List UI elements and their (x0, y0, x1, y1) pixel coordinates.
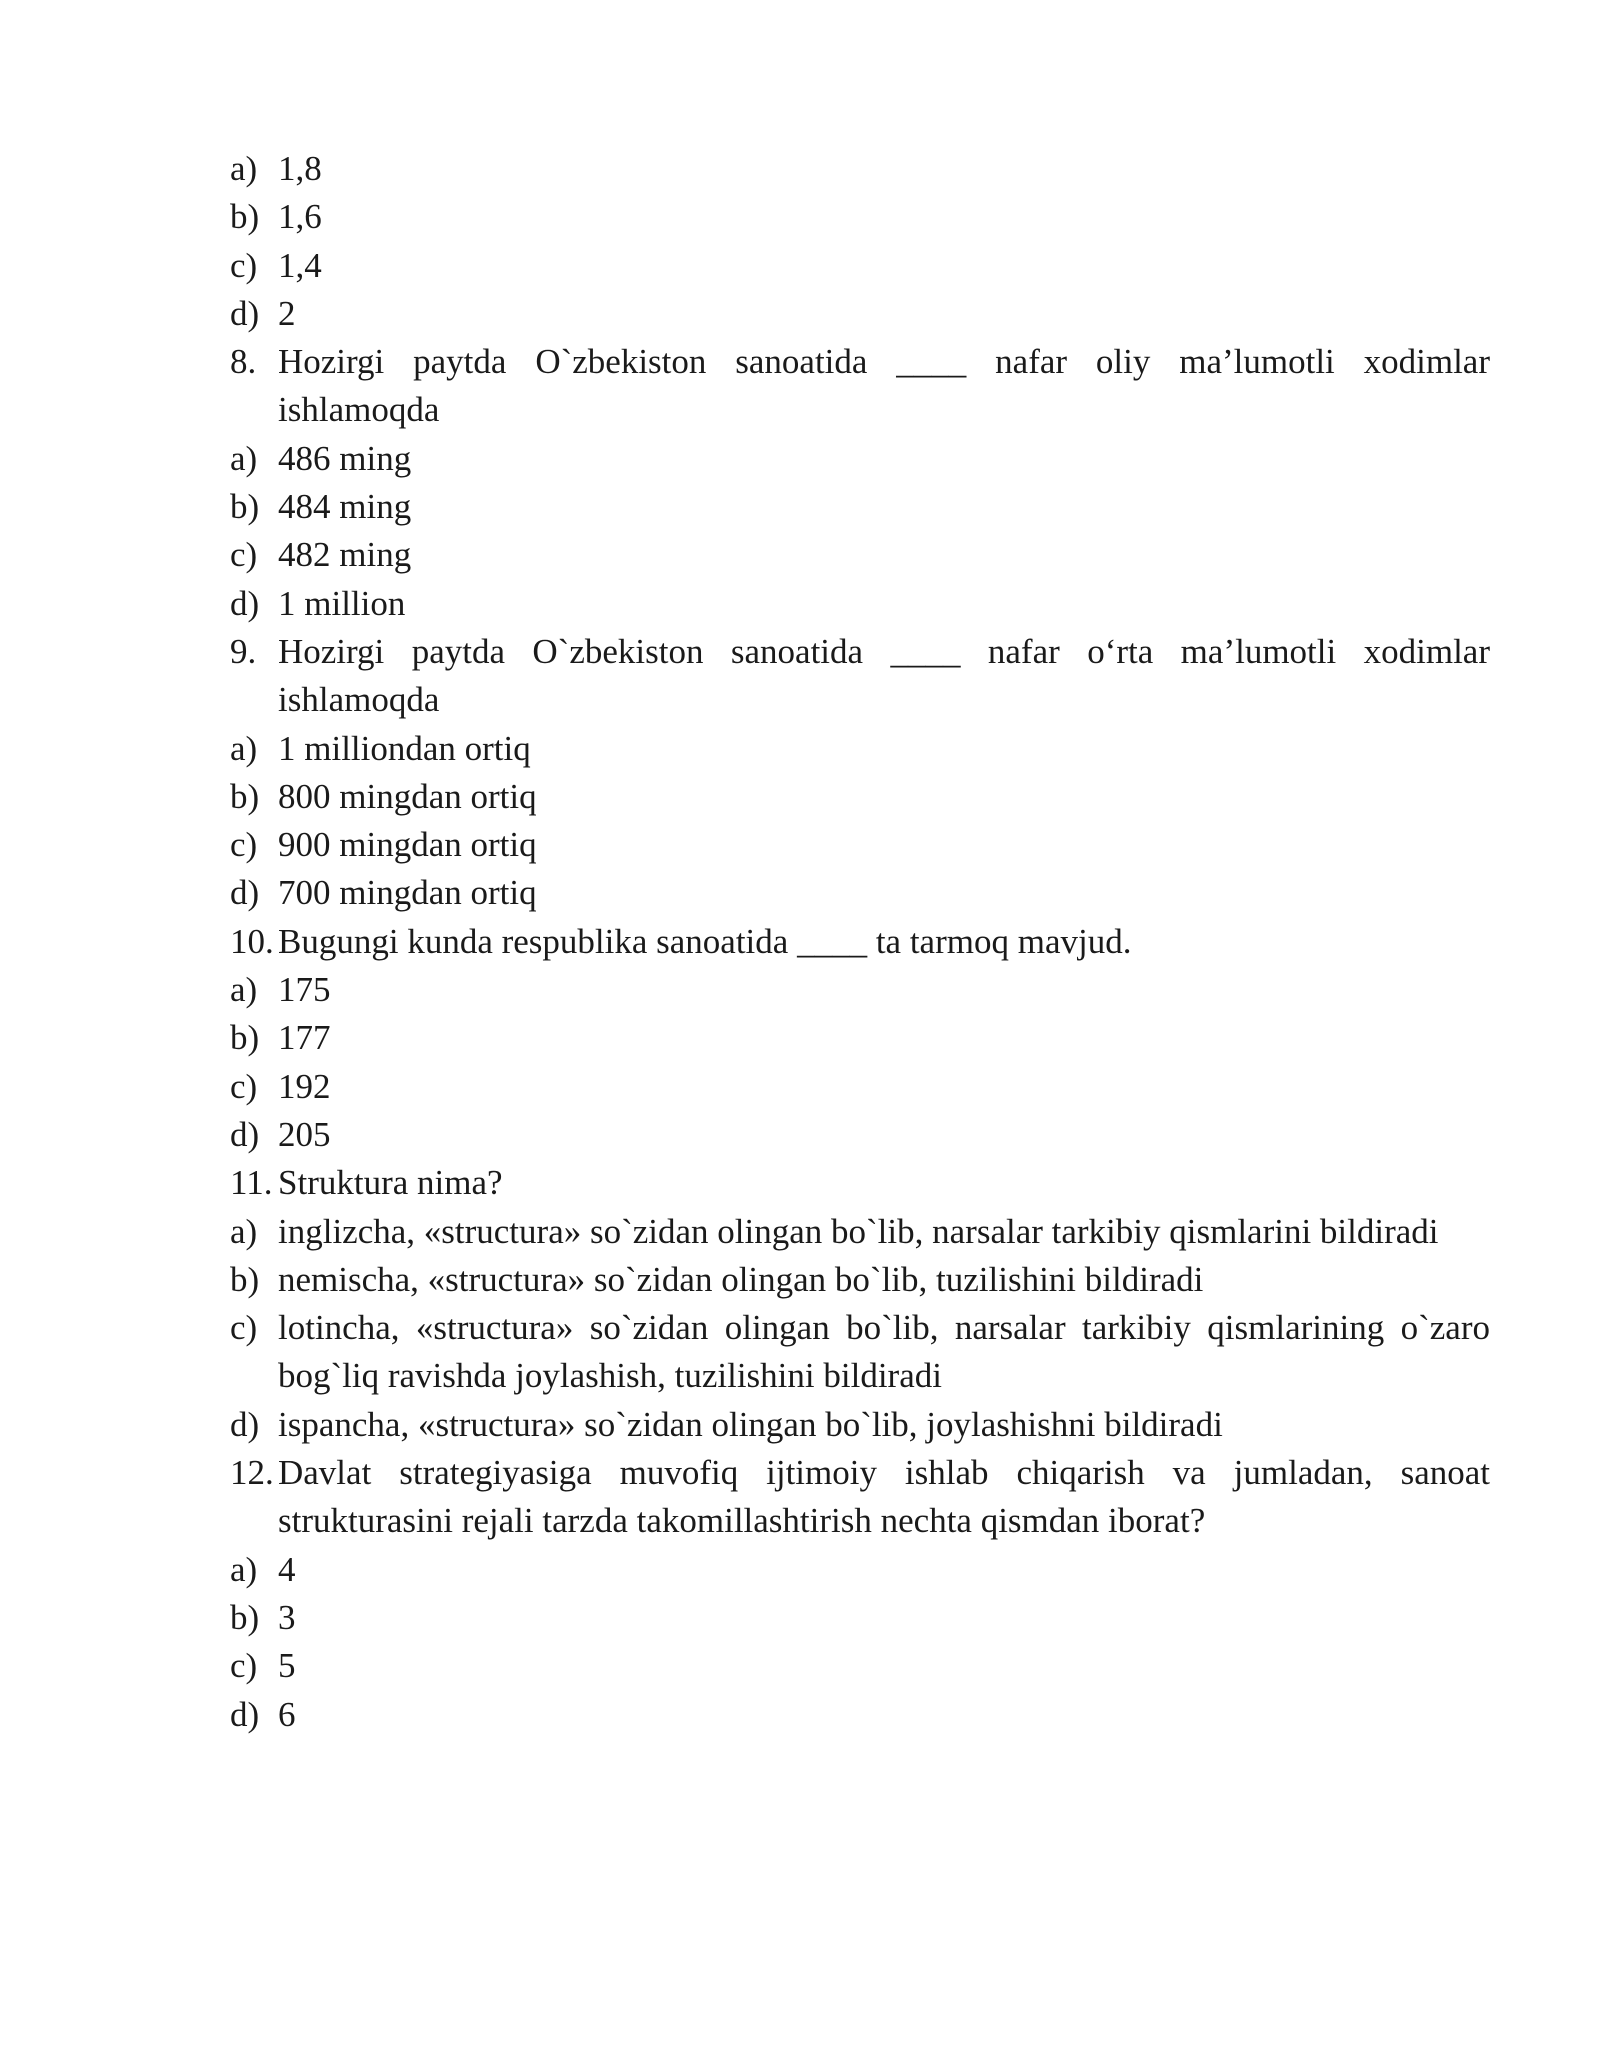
question-10 (230, 918, 1490, 966)
option-marker: a) (230, 728, 258, 768)
option-text: lotincha, «structura» so`zidan olingan bo`lib, narsalar tarkibiy qismlarining o`zaro bog`liq ravishda joylashish, tuzilishini bildiradi (278, 1308, 1490, 1396)
option-text: 1 million (278, 583, 406, 623)
option-marker: c) (230, 1066, 258, 1106)
option-text: nemischa, «structura» so`zidan olingan bo`lib, tuzilishini bildiradi (278, 1259, 1204, 1299)
option-marker: c) (230, 1646, 258, 1686)
test-content (230, 145, 1490, 1739)
question-number: 9. (230, 631, 257, 671)
question-11 (230, 1159, 1490, 1207)
option-marker: b) (230, 487, 260, 527)
option-marker: a) (230, 1211, 258, 1251)
answer-option (230, 483, 1490, 531)
answer-option (230, 580, 1490, 628)
answer-option (230, 1014, 1490, 1062)
option-text: 486 ming (278, 438, 412, 478)
option-text: 3 (278, 1597, 296, 1637)
question-text: Struktura nima? (278, 1163, 503, 1203)
question-number: 8. (230, 342, 257, 382)
question-number: 11. (230, 1163, 273, 1203)
answer-option (230, 1208, 1490, 1256)
option-text: 482 ming (278, 535, 412, 575)
answer-option (230, 869, 1490, 917)
option-text: 4 (278, 1549, 296, 1589)
question-text: Hozirgi paytda O`zbekiston sanoatida ____ nafar o‘rta ma’lumotli xodimlar ishlamoqda (278, 631, 1490, 720)
option-text: 177 (278, 1018, 331, 1058)
option-marker: c) (230, 1308, 258, 1348)
question-9 (230, 628, 1490, 725)
option-text: 900 mingdan ortiq (278, 825, 537, 865)
option-marker: d) (230, 1404, 260, 1444)
option-marker: a) (230, 970, 258, 1010)
option-text: 1,6 (278, 197, 322, 237)
option-marker: d) (230, 293, 260, 333)
option-marker: d) (230, 1114, 260, 1154)
option-text: 205 (278, 1114, 331, 1154)
answer-option (230, 531, 1490, 579)
option-text: ispancha, «structura» so`zidan olingan bo`lib, joylashishni bildiradi (278, 1404, 1223, 1444)
option-marker: a) (230, 149, 258, 188)
answer-option (230, 966, 1490, 1014)
option-text: inglizcha, «structura» so`zidan olingan bo`lib, narsalar tarkibiy qismlarini bildiradi (278, 1211, 1439, 1251)
option-text: 192 (278, 1066, 331, 1106)
answer-option (230, 1594, 1490, 1642)
option-marker: b) (230, 1018, 260, 1058)
answer-option (230, 193, 1490, 241)
question-text: Bugungi kunda respublika sanoatida ____ ta tarmoq mavjud. (278, 921, 1132, 961)
answer-option (230, 1111, 1490, 1159)
option-marker: a) (230, 438, 258, 478)
option-marker: c) (230, 825, 258, 865)
question-12 (230, 1449, 1490, 1546)
option-marker: b) (230, 1259, 260, 1299)
option-text: 175 (278, 970, 331, 1010)
answer-option (230, 1642, 1490, 1690)
option-text: 1,4 (278, 245, 322, 285)
option-text: 6 (278, 1694, 296, 1734)
answer-option (230, 1546, 1490, 1594)
answer-option (230, 1304, 1490, 1401)
answer-option (230, 435, 1490, 483)
question-number: 10. (230, 921, 274, 961)
answer-option (230, 1401, 1490, 1449)
answer-option (230, 1063, 1490, 1111)
option-marker: d) (230, 583, 260, 623)
option-marker: b) (230, 197, 260, 237)
option-text: 800 mingdan ortiq (278, 776, 537, 816)
option-text: 1 milliondan ortiq (278, 728, 531, 768)
option-marker: d) (230, 873, 260, 913)
option-text: 484 ming (278, 487, 412, 527)
answer-option (230, 1256, 1490, 1304)
option-marker: c) (230, 245, 258, 285)
answer-option (230, 725, 1490, 773)
answer-option (230, 1691, 1490, 1739)
option-text: 5 (278, 1646, 296, 1686)
option-marker: c) (230, 535, 258, 575)
option-marker: b) (230, 1597, 260, 1637)
option-text: 1,8 (278, 149, 322, 188)
answer-option (230, 773, 1490, 821)
answer-option (230, 290, 1490, 338)
answer-option (230, 242, 1490, 290)
question-number: 12. (230, 1453, 274, 1493)
option-text: 2 (278, 293, 296, 333)
option-marker: b) (230, 776, 260, 816)
option-marker: d) (230, 1694, 260, 1734)
option-marker: a) (230, 1549, 258, 1589)
question-text: Hozirgi paytda O`zbekiston sanoatida ____ nafar oliy ma’lumotli xodimlar ishlamoqda (278, 342, 1490, 430)
answer-option (230, 145, 1490, 193)
option-text: 700 mingdan ortiq (278, 873, 537, 913)
answer-option (230, 821, 1490, 869)
question-text: Davlat strategiyasiga muvofiq ijtimoiy ishlab chiqarish va jumladan, sanoat strukturasini rejali tarzda takomillashtirish nechta qismdan iborat? (278, 1453, 1490, 1541)
question-8 (230, 338, 1490, 435)
